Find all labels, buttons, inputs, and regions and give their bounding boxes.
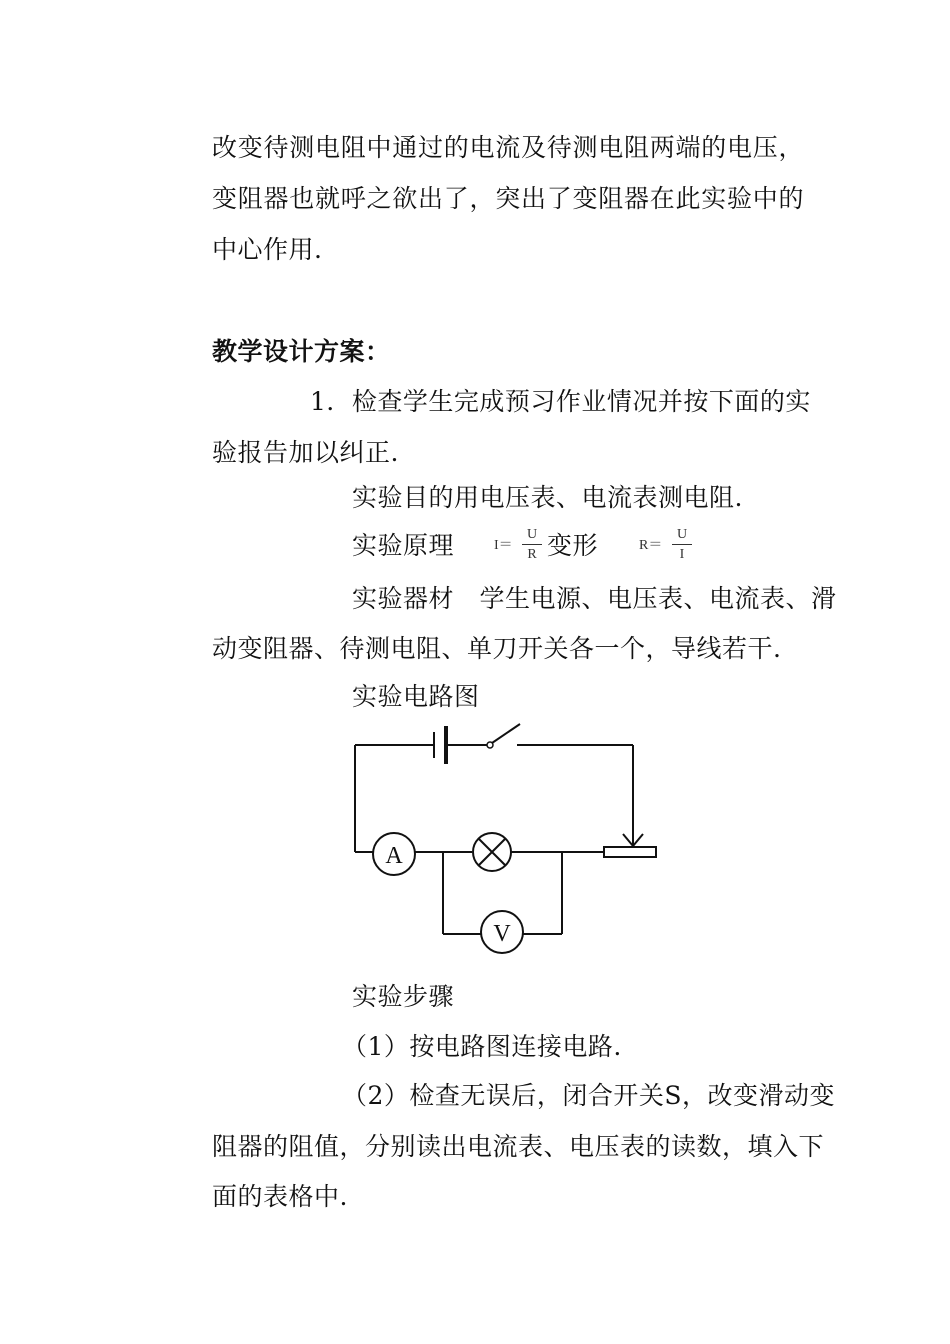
switch-blade (492, 724, 520, 743)
ammeter-label: A (385, 843, 403, 869)
formula-1-denominator: R (527, 547, 537, 562)
formula-2-denominator: I (679, 547, 685, 562)
section-heading: 教学设计方案： (212, 337, 391, 366)
principle-label: 实验原理 (352, 531, 455, 560)
circuit-title: 实验电路图 (352, 682, 480, 711)
step-1: （1）按电路图连接电路. (342, 1032, 622, 1061)
paragraph-line-1: 改变待测电阻中通过的电流及待测电阻两端的电压， (212, 133, 804, 162)
formula-2-lhs: R＝ (639, 538, 663, 553)
step-2-line-3: 面的表格中. (212, 1182, 348, 1211)
item1-line-2: 验报告加以纠正. (212, 438, 399, 467)
materials-line-1: 实验器材 学生电源、电压表、电流表、滑 (352, 584, 837, 613)
item1-line-1: 1．检查学生完成预习作业情况并按下面的实 (310, 387, 811, 416)
materials-line-2: 动变阻器、待测电阻、单刀开关各一个，导线若干. (212, 634, 782, 663)
experiment-purpose: 实验目的用电压表、电流表测电阻. (352, 483, 743, 512)
formula-2-numerator: U (672, 527, 692, 545)
formula-1-numerator: U (522, 527, 542, 545)
step-2-line-1: （2）检查无误后，闭合开关S，改变滑动变 (342, 1081, 836, 1110)
paragraph-line-2: 变阻器也就呼之欲出了，突出了变阻器在此实验中的 (212, 184, 804, 213)
paragraph-line-3: 中心作用. (212, 235, 323, 264)
rheostat-body (604, 847, 656, 857)
voltmeter-label: V (493, 921, 511, 947)
step-2-line-2: 阻器的阻值，分别读出电流表、电压表的读数，填入下 (212, 1132, 825, 1161)
formula-1-lhs: I＝ (494, 538, 513, 553)
transform-label: 变形 (547, 531, 599, 560)
steps-title: 实验步骤 (352, 982, 455, 1011)
